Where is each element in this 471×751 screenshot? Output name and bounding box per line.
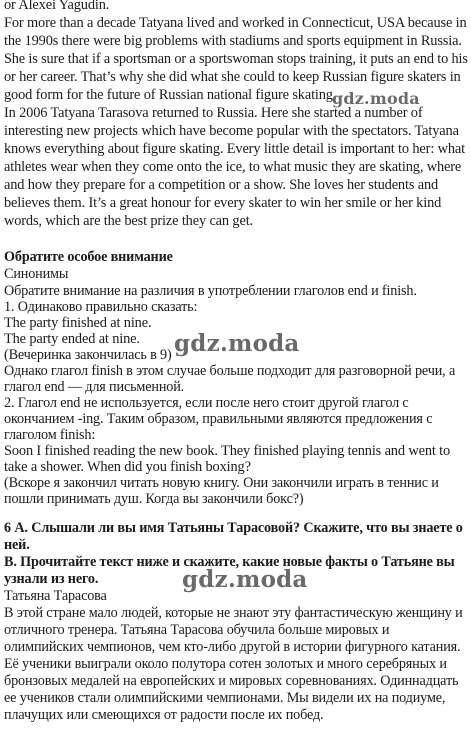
text-line: words, which are the best prize they can get.	[4, 213, 253, 229]
text-line: Обратите внимание на различия в употреблении глаголов end и finish.	[4, 283, 417, 299]
task-instruction: узнали из него.	[4, 571, 99, 587]
text-line: пошли принимать душ. Когда вы закончили бокс?)	[4, 491, 304, 507]
text-line: 1. Одинаково правильно сказать:	[4, 299, 198, 315]
example-line: Soon I finished reading the new book. They finished playing tennis and went to	[4, 443, 451, 459]
text-line: and how they prepare for a competition or a show. She loves her students and	[4, 177, 439, 193]
text-line: ее учеников стали олимпийскими чемпионами. Мы видели их на подиуме,	[4, 690, 446, 706]
text-line: For more than a decade Tatyana lived and worked in Connecticut, USA because in	[4, 15, 467, 31]
section-subheading: Синонимы	[4, 266, 69, 282]
text-line: олимпийских чемпионов, чем кто-либо другой в истории фигурного катания.	[4, 639, 461, 655]
text-line: глагол end — для письменной.	[4, 379, 185, 395]
text-line: В этой стране мало людей, которые не знают эту фантастическую женщину и	[4, 605, 463, 621]
text-line: or Alexei Yagudin.	[4, 0, 110, 13]
task-instruction: 6 А. Слышали ли вы имя Татьяны Тарасовой? Скажите, что вы знаете о	[4, 520, 463, 536]
text-line: believes them. It’s a great honour for every skater to win her smile or her kind	[4, 195, 442, 211]
text-line: or her career. That’s why she did what she could to keep Russian figure skaters in	[4, 69, 461, 85]
text-line: (Вечеринка закончилась в 9)	[4, 347, 172, 363]
text-line: глаголом finish:	[4, 427, 96, 443]
text-line: interesting new projects which have become popular with the spectators. Tatyana	[4, 123, 459, 139]
example-line: The party finished at nine.	[4, 315, 152, 331]
example-line: take a shower. When did you finish boxing?	[4, 459, 251, 475]
text-line: good form for the future of Russian national figure skating.	[4, 87, 337, 103]
example-line: The party ended at nine.	[4, 331, 140, 347]
section-heading: Обратите особое внимание	[4, 249, 173, 265]
text-line: бронзовых медалей на европейских и мировых соревнованиях. Одиннадцать	[4, 673, 459, 689]
watermark: gdz.moda	[174, 330, 300, 357]
watermark: gdz.moda	[332, 89, 420, 108]
text-line: окончанием -ing. Таким образом, правильными являются предложения с	[4, 411, 433, 427]
text-line: отличного тренера. Татьяна Тарасова обучила больше мировых и	[4, 622, 390, 638]
text-line: knows everything about figure skating. Every little detail is important to her: what	[4, 141, 465, 157]
text-line: In 2006 Tatyana Tarasova returned to Russia. Here she started a number of	[4, 105, 423, 121]
text-line: She is sure that if a sportsman or a sportswoman stops training, it puts an end to his	[4, 51, 468, 67]
task-instruction: ней.	[4, 537, 30, 553]
watermark: gdz.moda	[182, 566, 308, 593]
text-title: Татьяна Тарасова	[4, 588, 107, 604]
text-line: Однако глагол finish в этом случае больше подходит для разговорной речи, а	[4, 363, 456, 379]
text-line: Её ученики выиграли около полутора сотен золотых и много серебряных и	[4, 656, 447, 672]
text-line: athletes wear when they come onto the ice, to what music they are skating, where	[4, 159, 462, 175]
text-line: the 1990s there were big problems with stadiums and sports equipment in Russia.	[4, 33, 462, 49]
text-line: плачущих или смеющихся от радости после их побед.	[4, 707, 324, 723]
task-instruction: В. Прочитайте текст ниже и скажите, какие новые факты о Татьяне вы	[4, 554, 455, 570]
text-line: 2. Глагол end не используется, если после него стоит другой глагол с	[4, 395, 409, 411]
text-line: (Вскоре я закончил читать новую книгу. Они закончили играть в теннис и	[4, 475, 439, 491]
